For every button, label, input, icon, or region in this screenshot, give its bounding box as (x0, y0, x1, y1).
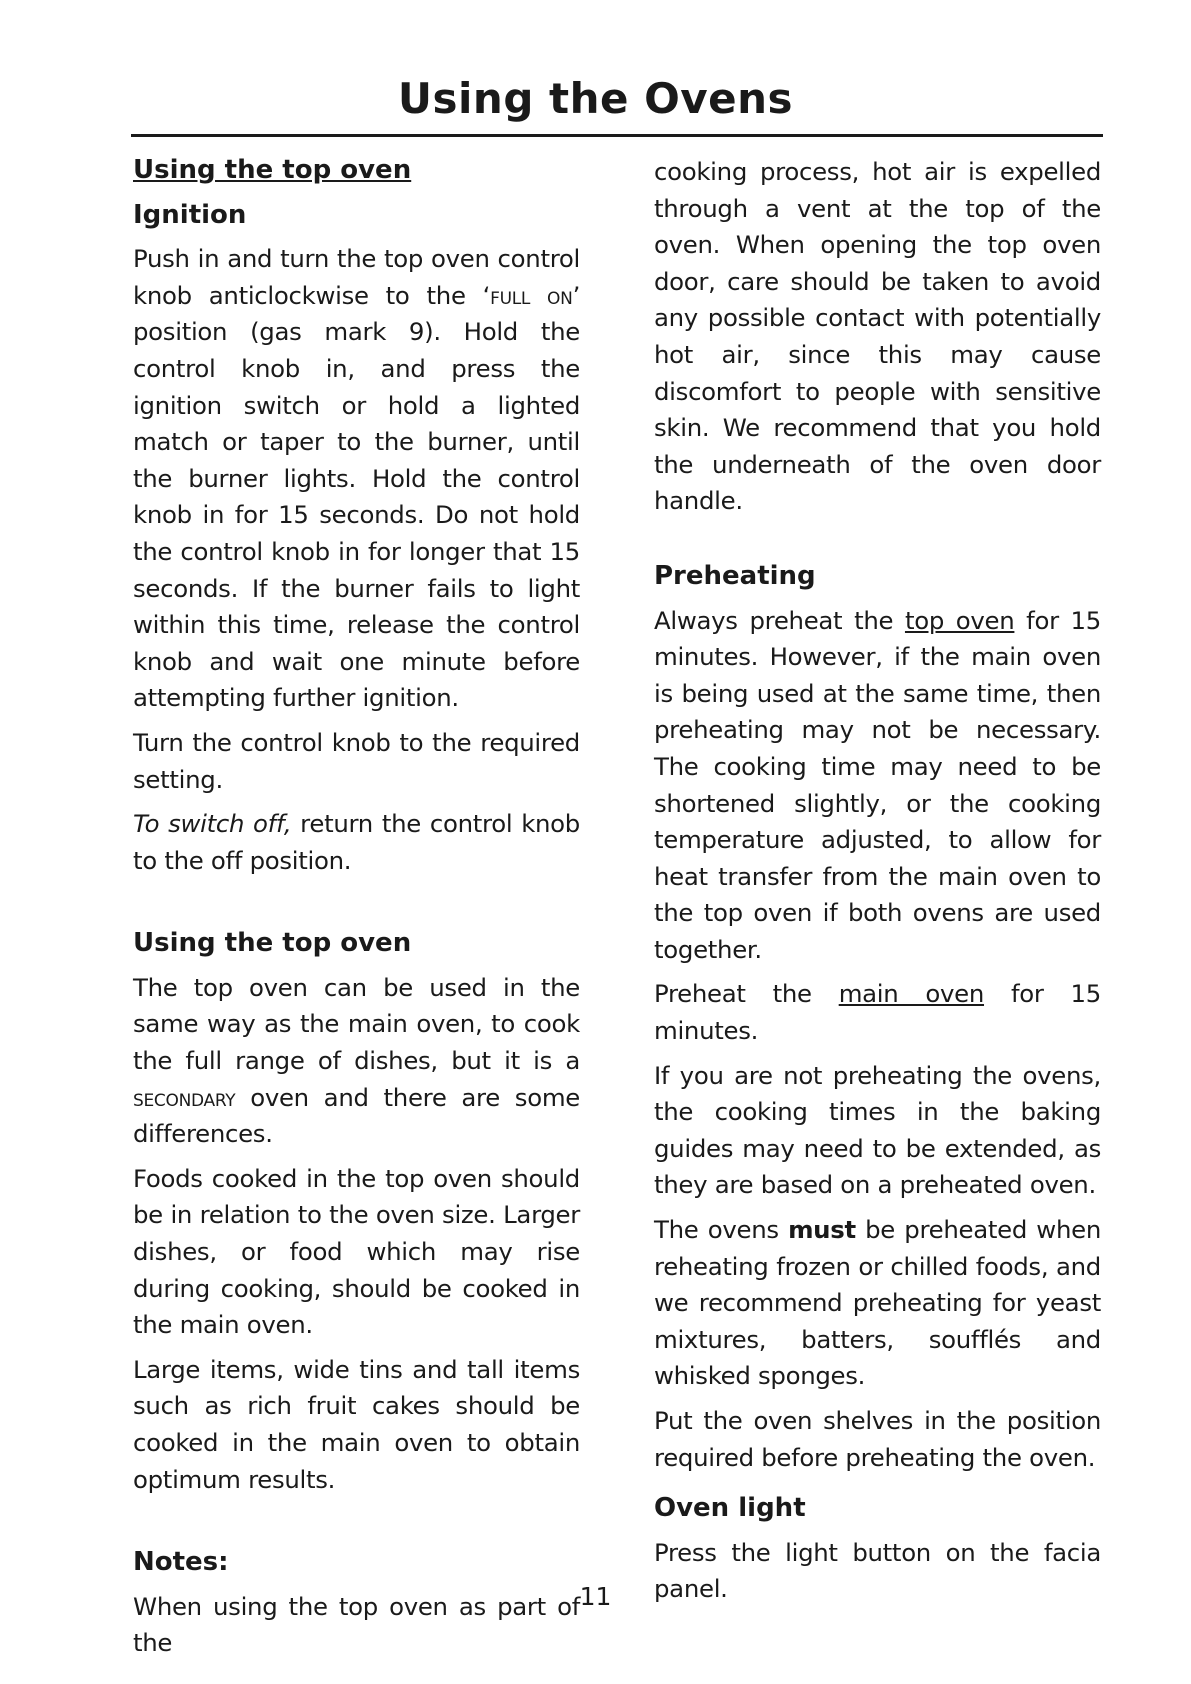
preheating-paragraph-2: Preheat the main oven for 15 minutes. (654, 979, 1101, 1046)
notes-heading: Notes: (133, 1547, 229, 1578)
ignition-paragraph-2: Turn the control knob to the required setting. (133, 727, 580, 794)
oven-light-heading: Oven light (654, 1493, 806, 1524)
usage-heading: Using the top oven (133, 928, 412, 959)
oven-light-paragraph-1: Press the light button on the facia panel. (654, 1537, 1101, 1604)
usage-paragraph-1: The top oven can be used in the same way as the main oven, to cook the full range of dishes, but it is a secondary oven and there are some differences. (133, 972, 580, 1149)
page-title: Using the Ovens (397, 74, 794, 123)
notes-continuation: cooking process, hot air is expelled through a vent at the top of the oven. When opening the top oven door, care should be taken to avoid any possible contact with potentially hot air, since this may cause discomfort to people with sensitive skin. We recommend that you hold the underneath of the oven door handle. (654, 157, 1101, 516)
ignition-paragraph-3: To switch off, return the control knob to the off position. (133, 809, 580, 875)
ignition-heading: Ignition (133, 199, 247, 230)
section-heading-top-oven: Using the top oven (133, 155, 412, 185)
left-column (133, 152, 580, 1670)
preheating-paragraph-3: If you are not preheating the ovens, the cooking times in the baking guides may need to be extended, as they are based on a preheated oven. (654, 1060, 1101, 1200)
preheating-paragraph-5: Put the oven shelves in the position required before preheating the oven. (654, 1406, 1101, 1472)
usage-paragraph-2: Foods cooked in the top oven should be in relation to the oven size. Larger dishes, or food which may rise during cooking, should be cooked in the main oven. (133, 1163, 580, 1340)
ignition-paragraph-1: Push in and turn the top oven control knob anticlockwise to the ‘full on’ position (gas mark 9). Hold the control knob in, and press the ignition switch or hold a lighted match or taper to the burner, until the burner lights. Hold the control knob in for 15 seconds. Do not hold the control knob in for longer that 15 seconds. If the burner fails to light within this time, release the control knob and wait one minute before attempting further ignition. (133, 244, 581, 713)
preheating-paragraph-1: Always preheat the top oven for 15 minutes. However, if the main oven is being used at the same time, then preheating may not be necessary. The cooking time may need to be shortened slightly, or the cooking temperature adjusted, to allow for heat transfer from the main oven to the top oven if both ovens are used together. (654, 605, 1101, 964)
page-number: 11 (579, 1582, 612, 1611)
preheating-heading: Preheating (654, 560, 816, 591)
preheating-paragraph-4: The ovens must be preheated when reheating frozen or chilled foods, and we recommend preheating for yeast mixtures, batters, soufflés and whisked sponges. (654, 1215, 1101, 1391)
title-rule (131, 134, 1103, 137)
usage-paragraph-3: Large items, wide tins and tall items such as rich fruit cakes should be cooked in the main oven to obtain optimum results. (133, 1354, 580, 1494)
notes-paragraph-1: When using the top oven as part of the (133, 1591, 580, 1658)
right-column (654, 154, 1101, 1616)
